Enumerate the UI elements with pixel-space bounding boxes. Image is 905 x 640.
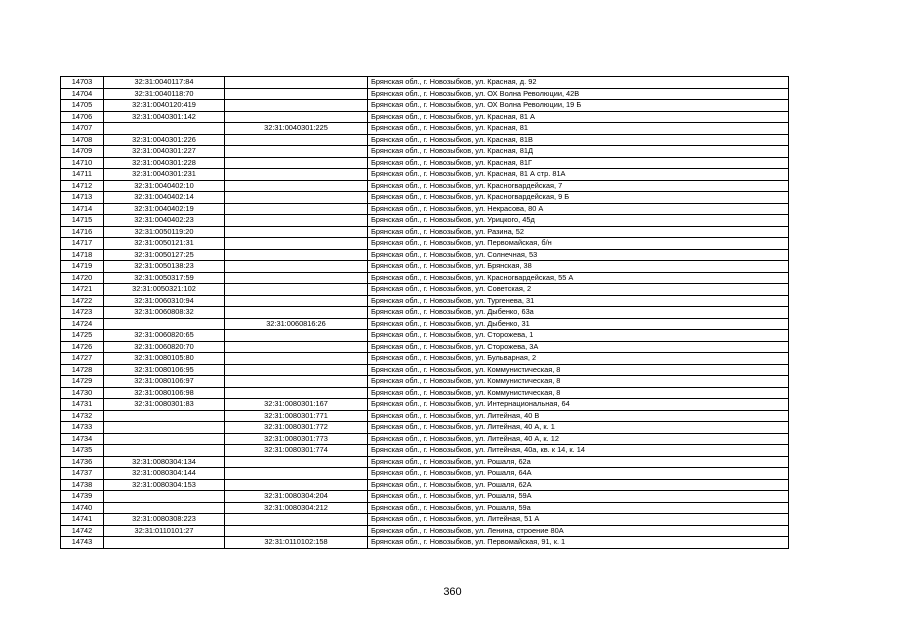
- address-cell: Брянская обл., г. Новозыбков, ул. Литейная, 51 А: [368, 514, 789, 526]
- cadastral-number-cell: 32:31:0050127:25: [104, 249, 225, 261]
- address-cell: Брянская обл., г. Новозыбков, ул. Рошаля, 59А: [368, 491, 789, 503]
- page-number: 360: [443, 586, 462, 598]
- building-cadastral-number-cell: 32:31:0040301:225: [225, 123, 368, 135]
- table-row: [61, 226, 789, 238]
- row-number-cell: 14738: [61, 479, 104, 491]
- table-row: [61, 307, 789, 319]
- address-cell: Брянская обл., г. Новозыбков, ул. Красная, 81В: [368, 134, 789, 146]
- row-number-cell: 14722: [61, 295, 104, 307]
- row-number-cell: 14741: [61, 514, 104, 526]
- table-row: [61, 180, 789, 192]
- address-cell: Брянская обл., г. Новозыбков, ул. Коммунистическая, 8: [368, 387, 789, 399]
- table-row: [61, 422, 789, 434]
- table-row: [61, 100, 789, 112]
- cadastral-number-cell: 32:31:0040402:14: [104, 192, 225, 204]
- table-row: [61, 134, 789, 146]
- cadastral-number-cell: 32:31:0080304:134: [104, 456, 225, 468]
- row-number-cell: 14718: [61, 249, 104, 261]
- address-cell: Брянская обл., г. Новозыбков, ул. Литейная, 40а, кв. к 14, к. 14: [368, 445, 789, 457]
- cadastral-number-cell: 32:31:0040118:70: [104, 88, 225, 100]
- cadastral-number-cell: 32:31:0050138:23: [104, 261, 225, 273]
- building-cadastral-number-cell: [225, 514, 368, 526]
- address-cell: Брянская обл., г. Новозыбков, ул. Советская, 2: [368, 284, 789, 296]
- table-row: [61, 249, 789, 261]
- cadastral-number-cell: 32:31:0040402:19: [104, 203, 225, 215]
- building-cadastral-number-cell: [225, 100, 368, 112]
- address-cell: Брянская обл., г. Новозыбков, ул. Разина, 52: [368, 226, 789, 238]
- row-number-cell: 14711: [61, 169, 104, 181]
- address-cell: Брянская обл., г. Новозыбков, ул. Дыбенко, 63а: [368, 307, 789, 319]
- cadastral-number-cell: [104, 491, 225, 503]
- building-cadastral-number-cell: 32:31:0080301:772: [225, 422, 368, 434]
- table-row: [61, 157, 789, 169]
- cadastral-number-cell: 32:31:0050121:31: [104, 238, 225, 250]
- row-number-cell: 14730: [61, 387, 104, 399]
- building-cadastral-number-cell: [225, 226, 368, 238]
- address-cell: Брянская обл., г. Новозыбков, ул. Красная, 81Д: [368, 146, 789, 158]
- table-row: [61, 123, 789, 135]
- row-number-cell: 14736: [61, 456, 104, 468]
- row-number-cell: 14734: [61, 433, 104, 445]
- table-row: [61, 410, 789, 422]
- table-row: [61, 376, 789, 388]
- table-row: [61, 479, 789, 491]
- table-row: [61, 272, 789, 284]
- row-number-cell: 14723: [61, 307, 104, 319]
- address-cell: Брянская обл., г. Новозыбков, ул. Литейная, 40 В: [368, 410, 789, 422]
- address-cell: Брянская обл., г. Новозыбков, ул. Дыбенко, 31: [368, 318, 789, 330]
- cadastral-number-cell: 32:31:0080106:98: [104, 387, 225, 399]
- table-row: [61, 192, 789, 204]
- row-number-cell: 14707: [61, 123, 104, 135]
- cadastral-number-cell: 32:31:0040301:142: [104, 111, 225, 123]
- row-number-cell: 14719: [61, 261, 104, 273]
- cadastral-number-cell: 32:31:0110101:27: [104, 525, 225, 537]
- cadastral-number-cell: 32:31:0060808:32: [104, 307, 225, 319]
- table-row: [61, 295, 789, 307]
- table-row: [61, 203, 789, 215]
- building-cadastral-number-cell: [225, 284, 368, 296]
- cadastral-number-cell: 32:31:0040301:231: [104, 169, 225, 181]
- address-cell: Брянская обл., г. Новозыбков, ул. Солнечная, 53: [368, 249, 789, 261]
- building-cadastral-number-cell: [225, 134, 368, 146]
- building-cadastral-number-cell: [225, 261, 368, 273]
- row-number-cell: 14703: [61, 77, 104, 89]
- row-number-cell: 14706: [61, 111, 104, 123]
- table-row: [61, 364, 789, 376]
- row-number-cell: 14712: [61, 180, 104, 192]
- cadastral-number-cell: [104, 123, 225, 135]
- cadastral-number-cell: 32:31:0040402:10: [104, 180, 225, 192]
- cadastral-number-cell: [104, 410, 225, 422]
- table-row: [61, 353, 789, 365]
- table-row: [61, 169, 789, 181]
- row-number-cell: 14715: [61, 215, 104, 227]
- cadastral-number-cell: [104, 318, 225, 330]
- row-number-cell: 14731: [61, 399, 104, 411]
- address-cell: Брянская обл., г. Новозыбков, ул. Бульварная, 2: [368, 353, 789, 365]
- row-number-cell: 14725: [61, 330, 104, 342]
- cadastral-number-cell: 32:31:0060310:94: [104, 295, 225, 307]
- address-cell: Брянская обл., г. Новозыбков, ул. Коммунистическая, 8: [368, 364, 789, 376]
- building-cadastral-number-cell: [225, 88, 368, 100]
- cadastral-number-cell: 32:31:0040301:228: [104, 157, 225, 169]
- table-row: [61, 445, 789, 457]
- building-cadastral-number-cell: [225, 146, 368, 158]
- address-cell: Брянская обл., г. Новозыбков, ул. Сторожева, 3А: [368, 341, 789, 353]
- table-row: [61, 399, 789, 411]
- cadastral-number-cell: [104, 445, 225, 457]
- building-cadastral-number-cell: [225, 364, 368, 376]
- table-row: [61, 238, 789, 250]
- address-cell: Брянская обл., г. Новозыбков, ул. Рошаля, 62а: [368, 456, 789, 468]
- address-cell: Брянская обл., г. Новозыбков, ул. Рошаля, 64А: [368, 468, 789, 480]
- cadastral-number-cell: 32:31:0050119:20: [104, 226, 225, 238]
- cadastral-number-cell: [104, 422, 225, 434]
- row-number-cell: 14727: [61, 353, 104, 365]
- building-cadastral-number-cell: [225, 387, 368, 399]
- building-cadastral-number-cell: [225, 203, 368, 215]
- cadastral-number-cell: 32:31:0080105:80: [104, 353, 225, 365]
- table-row: [61, 215, 789, 227]
- building-cadastral-number-cell: [225, 192, 368, 204]
- address-cell: Брянская обл., г. Новозыбков, ул. Красная, д. 92: [368, 77, 789, 89]
- building-cadastral-number-cell: 32:31:0080301:773: [225, 433, 368, 445]
- table-row: [61, 111, 789, 123]
- address-cell: Брянская обл., г. Новозыбков, ул. Урицкого, 45д: [368, 215, 789, 227]
- row-number-cell: 14732: [61, 410, 104, 422]
- row-number-cell: 14714: [61, 203, 104, 215]
- address-cell: Брянская обл., г. Новозыбков, ул. Брянская, 38: [368, 261, 789, 273]
- row-number-cell: 14740: [61, 502, 104, 514]
- address-cell: Брянская обл., г. Новозыбков, ул. Литейная, 40 А, к. 1: [368, 422, 789, 434]
- cadastral-number-cell: 32:31:0080301:83: [104, 399, 225, 411]
- cadastral-number-cell: 32:31:0080106:97: [104, 376, 225, 388]
- cadastral-number-cell: [104, 433, 225, 445]
- row-number-cell: 14717: [61, 238, 104, 250]
- row-number-cell: 14713: [61, 192, 104, 204]
- building-cadastral-number-cell: [225, 456, 368, 468]
- row-number-cell: 14721: [61, 284, 104, 296]
- row-number-cell: 14704: [61, 88, 104, 100]
- building-cadastral-number-cell: 32:31:0080301:167: [225, 399, 368, 411]
- table-row: [61, 514, 789, 526]
- address-cell: Брянская обл., г. Новозыбков, ул. Литейная, 40 А, к. 12: [368, 433, 789, 445]
- building-cadastral-number-cell: [225, 249, 368, 261]
- address-cell: Брянская обл., г. Новозыбков, ул. Первомайская, 91, к. 1: [368, 537, 789, 549]
- cadastral-number-cell: 32:31:0040301:226: [104, 134, 225, 146]
- cadastral-number-cell: 32:31:0080304:144: [104, 468, 225, 480]
- building-cadastral-number-cell: [225, 77, 368, 89]
- row-number-cell: 14724: [61, 318, 104, 330]
- address-cell: Брянская обл., г. Новозыбков, ул. Красная, 81: [368, 123, 789, 135]
- building-cadastral-number-cell: [225, 376, 368, 388]
- building-cadastral-number-cell: [225, 307, 368, 319]
- building-cadastral-number-cell: [225, 272, 368, 284]
- row-number-cell: 14739: [61, 491, 104, 503]
- address-cell: Брянская обл., г. Новозыбков, ул. Красногвардейская, 55 А: [368, 272, 789, 284]
- building-cadastral-number-cell: 32:31:0110102:158: [225, 537, 368, 549]
- cadastral-number-cell: [104, 502, 225, 514]
- cadastral-table: [60, 76, 789, 549]
- building-cadastral-number-cell: [225, 157, 368, 169]
- table-row: [61, 318, 789, 330]
- address-cell: Брянская обл., г. Новозыбков, ул. Тургенева, 31: [368, 295, 789, 307]
- building-cadastral-number-cell: [225, 330, 368, 342]
- cadastral-number-cell: 32:31:0080304:153: [104, 479, 225, 491]
- table-row: [61, 491, 789, 503]
- table-row: [61, 146, 789, 158]
- cadastral-number-cell: 32:31:0040301:227: [104, 146, 225, 158]
- building-cadastral-number-cell: [225, 169, 368, 181]
- row-number-cell: 14726: [61, 341, 104, 353]
- table-row: [61, 341, 789, 353]
- cadastral-number-cell: 32:31:0050317:59: [104, 272, 225, 284]
- building-cadastral-number-cell: 32:31:0060816:26: [225, 318, 368, 330]
- table-row: [61, 537, 789, 549]
- building-cadastral-number-cell: 32:31:0080301:774: [225, 445, 368, 457]
- address-cell: Брянская обл., г. Новозыбков, ул. Рошаля, 62А: [368, 479, 789, 491]
- row-number-cell: 14733: [61, 422, 104, 434]
- row-number-cell: 14720: [61, 272, 104, 284]
- row-number-cell: 14742: [61, 525, 104, 537]
- row-number-cell: 14728: [61, 364, 104, 376]
- table-row: [61, 88, 789, 100]
- building-cadastral-number-cell: [225, 111, 368, 123]
- cadastral-number-cell: 32:31:0050321:102: [104, 284, 225, 296]
- address-cell: Брянская обл., г. Новозыбков, ул. Некрасова, 80 А: [368, 203, 789, 215]
- address-cell: Брянская обл., г. Новозыбков, ул. Коммунистическая, 8: [368, 376, 789, 388]
- table-row: [61, 330, 789, 342]
- address-cell: Брянская обл., г. Новозыбков, ул. Рошаля, 59а: [368, 502, 789, 514]
- address-cell: Брянская обл., г. Новозыбков, ул. ОХ Волна Революции, 42В: [368, 88, 789, 100]
- table-row: [61, 468, 789, 480]
- address-cell: Брянская обл., г. Новозыбков, ул. Сторожева, 1: [368, 330, 789, 342]
- building-cadastral-number-cell: 32:31:0080304:212: [225, 502, 368, 514]
- table-row: [61, 284, 789, 296]
- address-cell: Брянская обл., г. Новозыбков, ул. Первомайская, б/н: [368, 238, 789, 250]
- table-row: [61, 525, 789, 537]
- row-number-cell: 14716: [61, 226, 104, 238]
- building-cadastral-number-cell: [225, 295, 368, 307]
- address-cell: Брянская обл., г. Новозыбков, ул. Красная, 81Г: [368, 157, 789, 169]
- cadastral-number-cell: 32:31:0080106:95: [104, 364, 225, 376]
- building-cadastral-number-cell: [225, 180, 368, 192]
- row-number-cell: 14710: [61, 157, 104, 169]
- row-number-cell: 14729: [61, 376, 104, 388]
- address-cell: Брянская обл., г. Новозыбков, ул. Красная, 81 А: [368, 111, 789, 123]
- address-cell: Брянская обл., г. Новозыбков, ул. Красногвардейская, 9 Б: [368, 192, 789, 204]
- cadastral-table-body: [61, 77, 789, 549]
- cadastral-number-cell: 32:31:0080308:223: [104, 514, 225, 526]
- row-number-cell: 14737: [61, 468, 104, 480]
- building-cadastral-number-cell: 32:31:0080304:204: [225, 491, 368, 503]
- address-cell: Брянская обл., г. Новозыбков, ул. Красногвардейская, 7: [368, 180, 789, 192]
- table-row: [61, 387, 789, 399]
- table-row: [61, 261, 789, 273]
- row-number-cell: 14743: [61, 537, 104, 549]
- row-number-cell: 14708: [61, 134, 104, 146]
- address-cell: Брянская обл., г. Новозыбков, ул. Ленина, строение 80А: [368, 525, 789, 537]
- cadastral-number-cell: 32:31:0040117:84: [104, 77, 225, 89]
- table-row: [61, 502, 789, 514]
- row-number-cell: 14709: [61, 146, 104, 158]
- building-cadastral-number-cell: [225, 468, 368, 480]
- cadastral-number-cell: [104, 537, 225, 549]
- row-number-cell: 14705: [61, 100, 104, 112]
- building-cadastral-number-cell: [225, 341, 368, 353]
- cadastral-number-cell: 32:31:0060820:65: [104, 330, 225, 342]
- building-cadastral-number-cell: [225, 215, 368, 227]
- building-cadastral-number-cell: [225, 525, 368, 537]
- row-number-cell: 14735: [61, 445, 104, 457]
- building-cadastral-number-cell: [225, 353, 368, 365]
- cadastral-number-cell: 32:31:0040120:419: [104, 100, 225, 112]
- building-cadastral-number-cell: [225, 238, 368, 250]
- table-row: [61, 433, 789, 445]
- table-row: [61, 77, 789, 89]
- cadastral-number-cell: 32:31:0040402:23: [104, 215, 225, 227]
- cadastral-number-cell: 32:31:0060820:70: [104, 341, 225, 353]
- address-cell: Брянская обл., г. Новозыбков, ул. Интернациональная, 64: [368, 399, 789, 411]
- building-cadastral-number-cell: [225, 479, 368, 491]
- building-cadastral-number-cell: 32:31:0080301:771: [225, 410, 368, 422]
- address-cell: Брянская обл., г. Новозыбков, ул. Красная, 81 А стр. 81А: [368, 169, 789, 181]
- address-cell: Брянская обл., г. Новозыбков, ул. ОХ Волна Революции, 19 Б: [368, 100, 789, 112]
- table-row: [61, 456, 789, 468]
